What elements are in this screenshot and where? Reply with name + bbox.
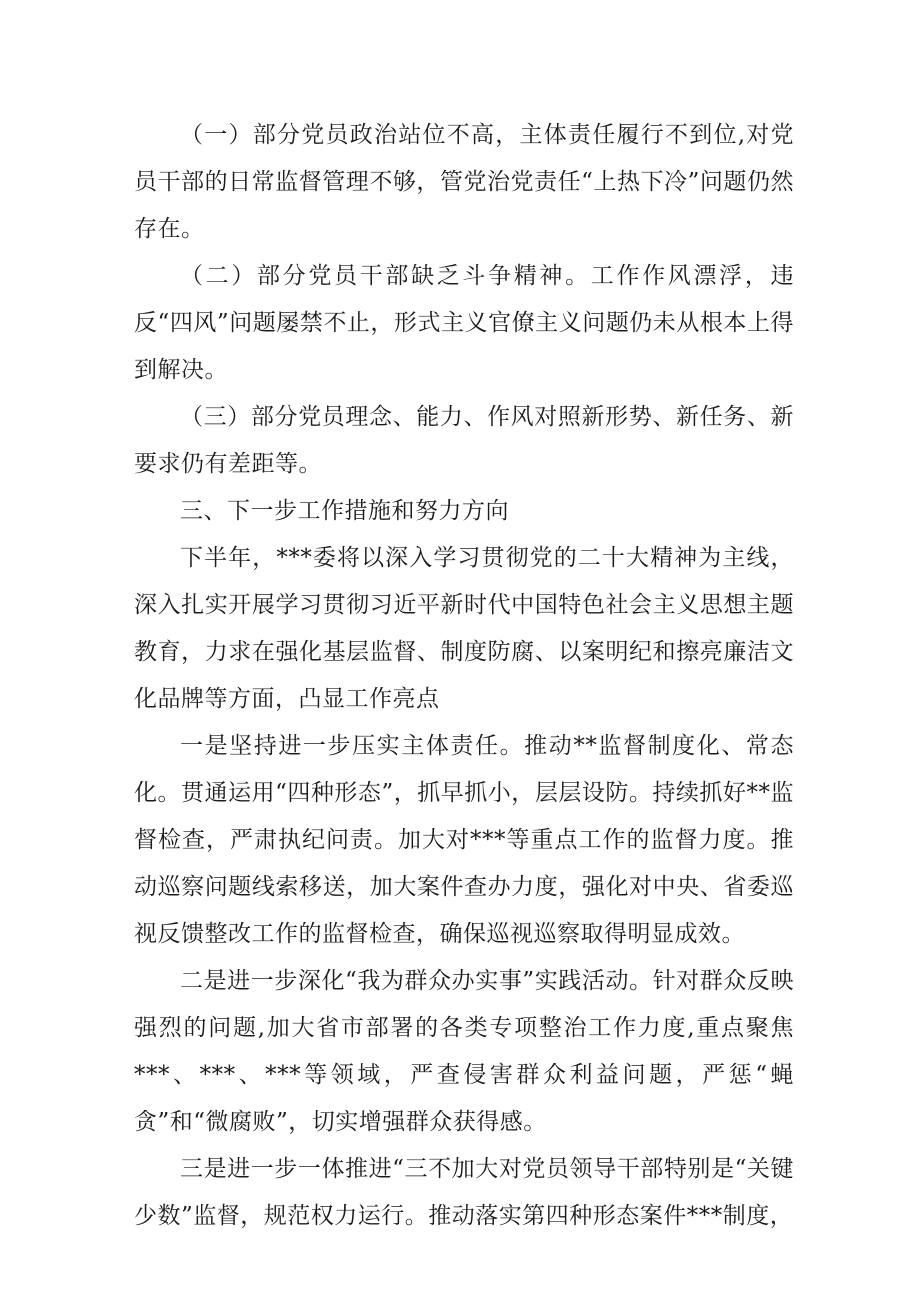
- paragraph-problem-2: （二）部分党员干部缺乏斗争精神。工作作风漂浮，违反“四风”问题屡禁不止，形式主义官僚主义问题仍未从根本上得到解决。: [134, 263, 794, 383]
- paragraph-measure-3: 三是进一步一体推进“三不加大对党员领导干部特别是“关键少数”监督，规范权力运行。推动落实第四种形态案件***制度，: [134, 1156, 794, 1229]
- paragraph-problem-3: （三）部分党员理念、能力、作风对照新形势、新任务、新要求仍有差距等。: [134, 404, 794, 477]
- section-heading: 三、下一步工作措施和努力方向: [180, 498, 509, 524]
- paragraph-measure-1: 一是坚持进一步压实主体责任。推动**监督制度化、常态化。贯通运用“四种形态”，抓早抓小，层层设防。持续抓好**监督检查，严肃执纪问责。加大对***等重点工作的监督力度。推动巡察问题线索移送，加大案件查办力度，强化对中央、省委巡视反馈整改工作的监督检查，确保巡视巡察取得明显成效。: [134, 733, 794, 947]
- paragraph-problem-1: （一）部分党员政治站位不高，主体责任履行不到位,对党员干部的日常监督管理不够，管党治党责任“上热下冷”问题仍然存在。: [134, 122, 794, 242]
- document-body: [134, 112, 794, 1240]
- paragraph-overview: 下半年，***委将以深入学习贯彻党的二十大精神为主线，深入扎实开展学习贯彻习近平新时代中国特色社会主义思想主题教育，力求在强化基层监督、制度防腐、以案明纪和擦亮廉洁文化品牌等方面，凸显工作亮点: [134, 545, 794, 712]
- paragraph-measure-2: 二是进一步深化“我为群众办实事”实践活动。针对群众反映强烈的问题,加大省市部署的各类专项整治工作力度,重点聚焦***、***、***等领域，严查侵害群众利益问题，严惩“蝇贪”和“微腐败”，切实增强群众获得感。: [134, 968, 794, 1135]
